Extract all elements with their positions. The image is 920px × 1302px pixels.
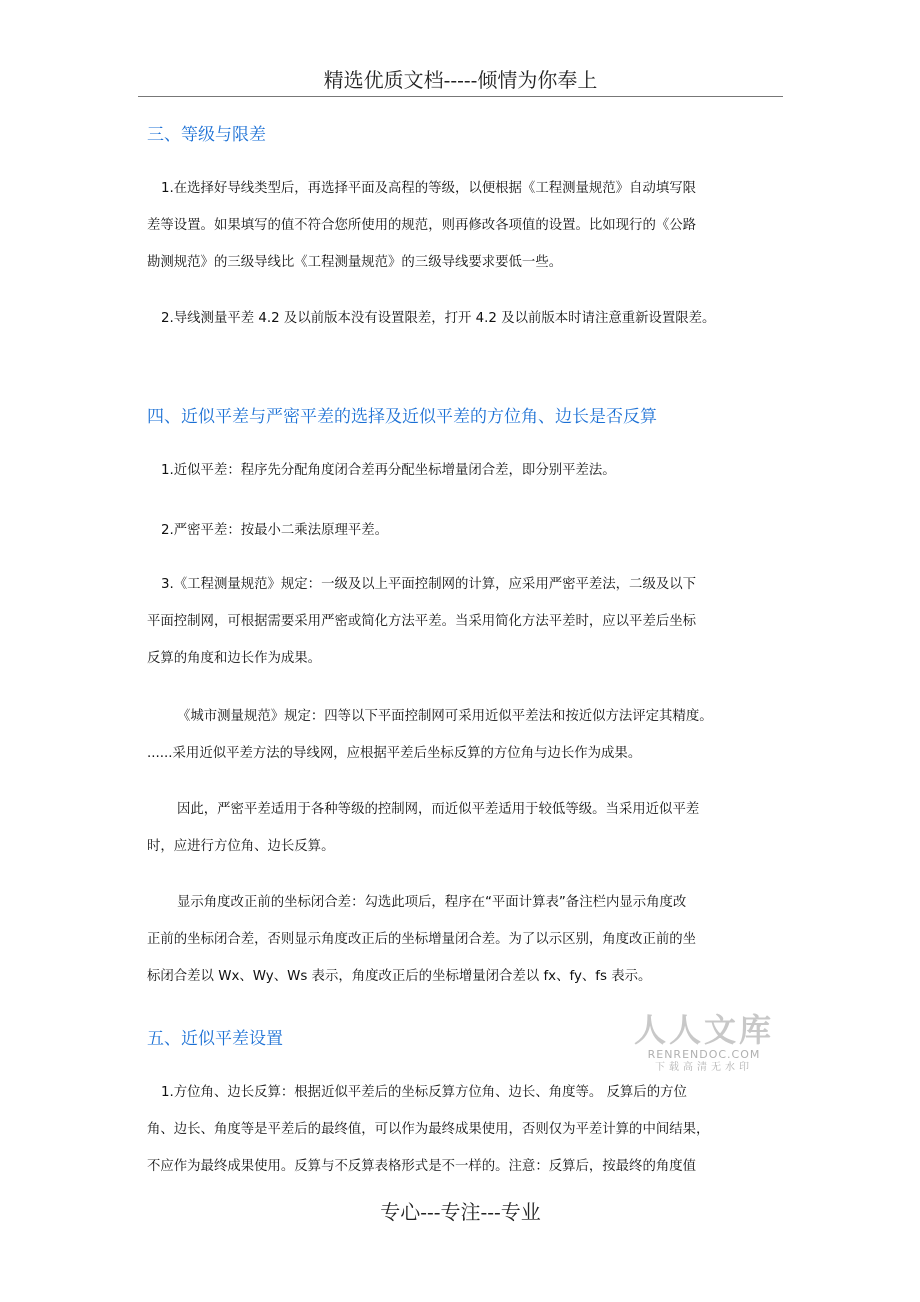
paragraph [147,791,784,865]
paragraph-line: 正前的坐标闭合差，否则显示角度改正后的坐标增量闭合差。为了以示区别，角度改正前的坐 [147,932,697,947]
paragraph [147,566,784,677]
paragraph-line: 1.方位角、边长反算：根据近似平差后的坐标反算方位角、边长、角度等。 反算后的方位 [161,1085,687,1100]
page-header: 精选优质文档-----倾情为你奉上 [138,64,783,97]
paragraph-line: 时，应进行方位角、边长反算。 [147,839,335,854]
paragraph-line: 2.严密平差：按最小二乘法原理平差。 [161,523,389,538]
paragraph-line: 差等设置。如果填写的值不符合您所使用的规范，则再修改各项值的设置。比如现行的《公路 [147,218,697,233]
paragraph-line: 1.在选择好导线类型后，再选择平面及高程的等级，以便根据《工程测量规范》自动填写限 [161,181,697,196]
watermark-logo [614,1012,794,1074]
paragraph [147,512,784,549]
paragraph-line: 3.《工程测量规范》规定：一级及以上平面控制网的计算，应采用严密平差法，二级及以下 [161,577,697,592]
paragraph-line: 角、边长、角度等是平差后的最终值，可以作为最终成果使用，否则仅为平差计算的中间结果， [147,1122,710,1137]
paragraph [147,170,784,281]
paragraph [147,698,784,772]
watermark-slogan: 下载高清无水印 [655,1062,753,1073]
section-heading-grades: 三、等级与限差 [147,125,266,145]
paragraph-line: 勘测规范》的三级导线比《工程测量规范》的三级导线要求要低一些。 [147,255,563,270]
paragraph [147,452,784,489]
paragraph-line: 1.近似平差：程序先分配角度闭合差再分配坐标增量闭合差，即分别平差法。 [161,463,616,478]
paragraph-line: 不应作为最终成果使用。反算与不反算表格形式是不一样的。注意：反算后，按最终的角度值 [147,1159,697,1174]
page-footer: 专心---专注---专业 [380,1200,541,1224]
watermark-url: RENRENDOC.COM [647,1048,761,1061]
paragraph-line: 反算的角度和边长作为成果。 [147,651,322,666]
paragraph-line: ......采用近似平差方法的导线网，应根据平差后坐标反算的方位角与边长作为成果。 [147,746,642,761]
paragraph-line: 平面控制网，可根据需要采用严密或简化方法平差。当采用简化方法平差时，应以平差后坐标 [147,614,697,629]
paragraph [147,884,784,995]
paragraph [147,300,784,337]
section-heading-adjustment: 四、近似平差与严密平差的选择及近似平差的方位角、边长是否反算 [147,407,657,427]
paragraph-line: 2.导线测量平差 4.2 及以前版本没有设置限差，打开 4.2 及以前版本时请注意重新设置限差。 [161,311,716,326]
paragraph-line: 显示角度改正前的坐标闭合差：勾选此项后，程序在“平面计算表”备注栏内显示角度改 [177,895,687,910]
paragraph [147,1074,784,1185]
paragraph-line: 标闭合差以 Wx、Wy、Ws 表示，角度改正后的坐标增量闭合差以 fx、fy、fs 表示。 [147,969,652,984]
paragraph-line: 《城市测量规范》规定：四等以下平面控制网可采用近似平差法和按近似方法评定其精度。 [177,709,713,724]
watermark-title: 人人文库 [633,1011,774,1049]
paragraph-line: 因此，严密平差适用于各种等级的控制网，而近似平差适用于较低等级。当采用近似平差 [177,802,700,817]
section-heading-approx-settings: 五、近似平差设置 [147,1029,283,1049]
